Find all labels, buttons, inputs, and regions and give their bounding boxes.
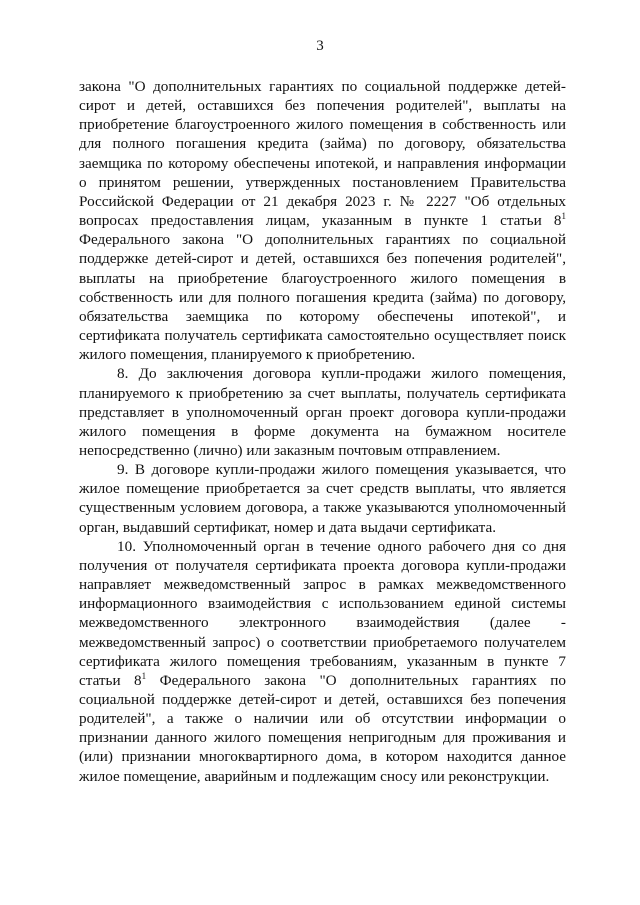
paragraph-10 bbox=[79, 537, 566, 786]
paragraph-8: 8. До заключения договора купли-продажи жилого помещения, планируемого к приобретению за счет выплаты, получатель сертификата представляет в уполномоченный орган проект договора купли-продажи жилого помещения в форме документа на бумажном носителе непосредственно (лично) или заказным почтовым отправлением. bbox=[79, 365, 566, 459]
paragraph-text: Федерального закона "О дополнительных гарантиях по социальной поддержке детей-сирот и детей, оставшихся без попечения родителей", а также о наличии или об отсутствии информации о признании данного жилого помещения непригодным для проживания и (или) признании многоквартирного дома, в котором находится данное жилое помещение, аварийным и подлежащим сносу или реконструкции. bbox=[79, 671, 566, 785]
paragraph-text: Федерального закона "О дополнительных гарантиях по социальной поддержке детей-сирот и детей, оставшихся без попечения родителей", выплаты на приобретение благоустроенного жилого помещения в собственность или для полного погашения кредита (займа) по договору, обязательства заемщика по которому обеспечены ипотекой", и сертификата получатель сертификата самостоятельно осуществляет поиск жилого помещения, планируемого к приобретению. bbox=[79, 231, 566, 364]
superscript: 1 bbox=[561, 211, 566, 222]
paragraph-text: закона "О дополнительных гарантиях по социальной поддержке детей-сирот и детей, оставшихся без попечения родителей", выплаты на приобретение благоустроенного жилого помещения в собственность или для полного погашения кредита (займа) по договору, обязательства заемщика по которому обеспечены ипотекой, и направления информации о принятом решении, утвержденных постановлением Правительства Российской Федерации от 21 декабря 2023 г. № 2227 "Об отдельных вопросах предоставления лицам, указанным в пункте 1 статьи 8 bbox=[79, 78, 566, 230]
document-body bbox=[79, 77, 566, 786]
paragraph-text: 10. Уполномоченный орган в течение одного рабочего дня со дня получения от получателя сертификата проекта договора купли-продажи направляет межведомственный запрос в рамках межведомственного информационного взаимодействия с использованием единой системы межведомственного электронного взаимодействия (далее - межведомственный запрос) о соответствии приобретаемого получателем сертификата жилого помещения требованиям, указанным в пункте 7 статьи 8 bbox=[79, 537, 566, 689]
superscript: 1 bbox=[141, 670, 147, 681]
paragraph-continuation bbox=[79, 77, 566, 364]
paragraph-9: 9. В договоре купли-продажи жилого помещения указывается, что жилое помещение приобретается за счет средств выплаты, что является существенным условием договора, а также указываются уполномоченный орган, выдавший сертификат, номер и дата выдачи сертификата. bbox=[79, 461, 566, 536]
page-number: 3 bbox=[316, 38, 324, 54]
